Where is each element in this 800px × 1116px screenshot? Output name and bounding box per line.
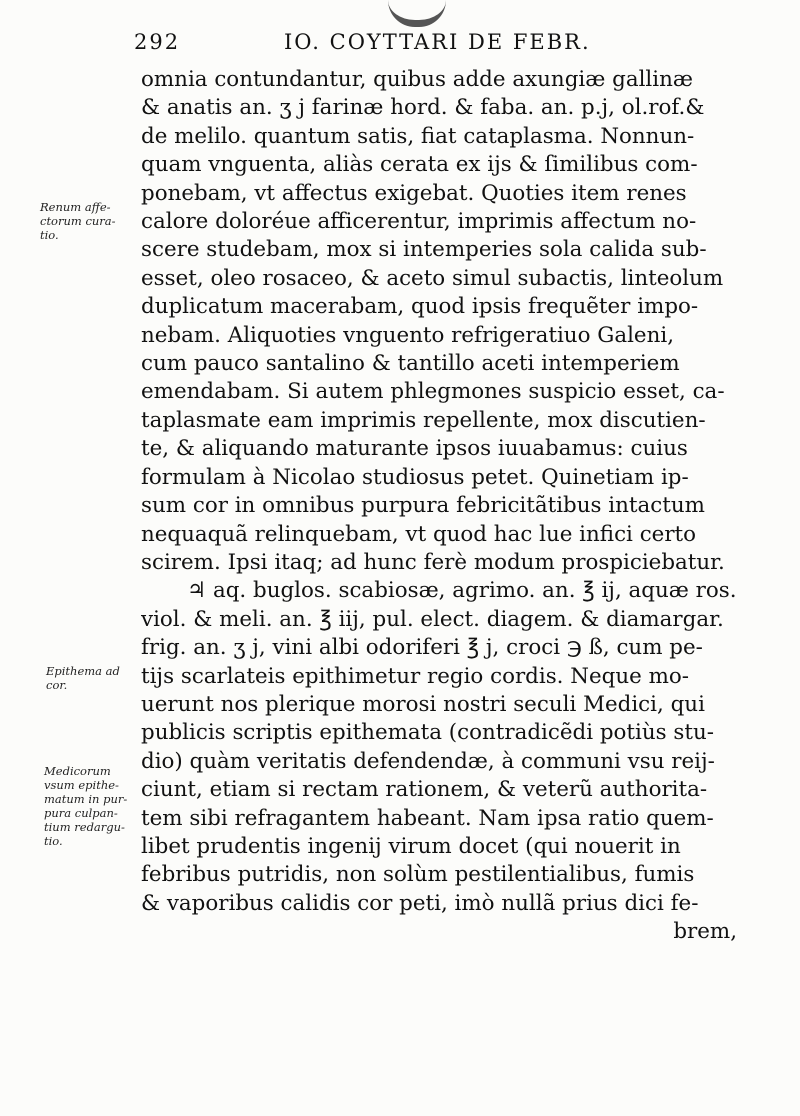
text-line: esset, oleo rosaceo, & aceto simul subactis, linteolum bbox=[141, 265, 724, 291]
binding-clip-mark bbox=[388, 0, 446, 27]
running-title: IO. COYTTARI DE FEBR. bbox=[284, 30, 591, 54]
text-line: uerunt nos plerique morosi nostri seculi Medici, qui bbox=[141, 691, 705, 717]
text-line: calore doloréue afficerentur, imprimis affectum no- bbox=[141, 209, 697, 235]
text-line: & anatis an. ʒ j farinæ hord. & faba. an. p.j, ol.rof.& bbox=[141, 95, 705, 121]
text-line: de melilo. quantum satis, fiat cataplasma. Nonnun- bbox=[141, 123, 695, 149]
text-line: nequaquã relinquebam, vt quod hac lue infici certo bbox=[141, 521, 697, 547]
text-line: emendabam. Si autem phlegmones suspicio esset, ca- bbox=[141, 379, 725, 405]
margin-note-line: tio. bbox=[40, 228, 59, 242]
text-line: quam vnguenta, aliàs cerata ex ijs & ſimilibus com- bbox=[141, 152, 698, 178]
margin-note-line: Medicorum bbox=[44, 764, 111, 778]
margin-note-line: ctorum cura- bbox=[40, 214, 116, 228]
margin-note-line: tium redargu- bbox=[44, 820, 125, 834]
text-line: taplasmate eam imprimis repellente, mox discutien- bbox=[141, 407, 706, 433]
text-line: scere studebam, mox si intemperies sola calida sub- bbox=[141, 237, 707, 263]
text-line: nebam. Aliquoties vnguento refrigeratiuo Galeni, bbox=[141, 322, 675, 348]
text-line: publicis scriptis epithemata (contradicẽdi potiùs stu- bbox=[141, 720, 714, 746]
margin-note-line: tio. bbox=[44, 834, 63, 848]
page-header bbox=[134, 30, 734, 60]
text-line: tijs scarlateis epithimetur regio cordis. Neque mo- bbox=[141, 663, 689, 689]
recipe-line: frig. an. ʒ j, vini albi odoriferi ℥ j, croci ℈ ß, cum pe- bbox=[141, 635, 703, 661]
margin-note-line: Renum affe- bbox=[40, 200, 111, 214]
recipe-line: ♃ aq. buglos. scabiosæ, agrimo. an. ℥ ij, aquæ ros. bbox=[187, 578, 737, 604]
text-line: te, & aliquando maturante ipsos iuuabamus: cuius bbox=[141, 436, 688, 462]
catchword: brem, bbox=[673, 919, 737, 945]
margin-note-line: pura culpan- bbox=[44, 806, 118, 820]
text-line: formulam à Nicolao studiosus petet. Quinetiam ip- bbox=[141, 464, 689, 490]
margin-note-line: matum in pur- bbox=[44, 792, 128, 806]
text-line: & vaporibus calidis cor peti, imò nullã prius dici fe- bbox=[141, 890, 699, 916]
margin-note-line: cor. bbox=[46, 678, 68, 692]
body-text bbox=[141, 66, 737, 947]
text-line: ponebam, vt affectus exigebat. Quoties item renes bbox=[141, 180, 687, 206]
text-line: febribus putridis, non solùm pestilentialibus, fumis bbox=[141, 862, 695, 888]
margin-note-physicians bbox=[44, 764, 127, 848]
recipe-line: viol. & meli. an. ℥ iij, pul. elect. diagem. & diamargar. bbox=[141, 606, 724, 632]
text-line: duplicatum macerabam, quod ipsis frequẽter impo- bbox=[141, 294, 699, 320]
text-line: dio) quàm veritatis defendendæ, à communi vsu reij- bbox=[141, 748, 715, 774]
margin-note-line: vsum epithe- bbox=[44, 778, 119, 792]
margin-note-epithem bbox=[46, 664, 120, 692]
margin-note-line: Epithema ad bbox=[46, 664, 120, 678]
text-line: cum pauco santalino & tantillo aceti intemperiem bbox=[141, 351, 680, 377]
text-line: omnia contundantur, quibus adde axungiæ gallinæ bbox=[141, 67, 693, 92]
text-line: ciunt, etiam si rectam rationem, & veterũ authorita- bbox=[141, 777, 708, 803]
page-number: 292 bbox=[134, 30, 181, 54]
margin-note-kidneys bbox=[40, 200, 116, 242]
text-line: libet prudentis ingenij virum docet (qui nouerit in bbox=[141, 833, 681, 859]
text-line: tem sibi refragantem habeant. Nam ipsa ratio quem- bbox=[141, 805, 714, 831]
text-line: scirem. Ipsi itaq; ad hunc ferè modum prospiciebatur. bbox=[141, 549, 725, 575]
text-line: sum cor in omnibus purpura febricitãtibus intactum bbox=[141, 493, 705, 519]
